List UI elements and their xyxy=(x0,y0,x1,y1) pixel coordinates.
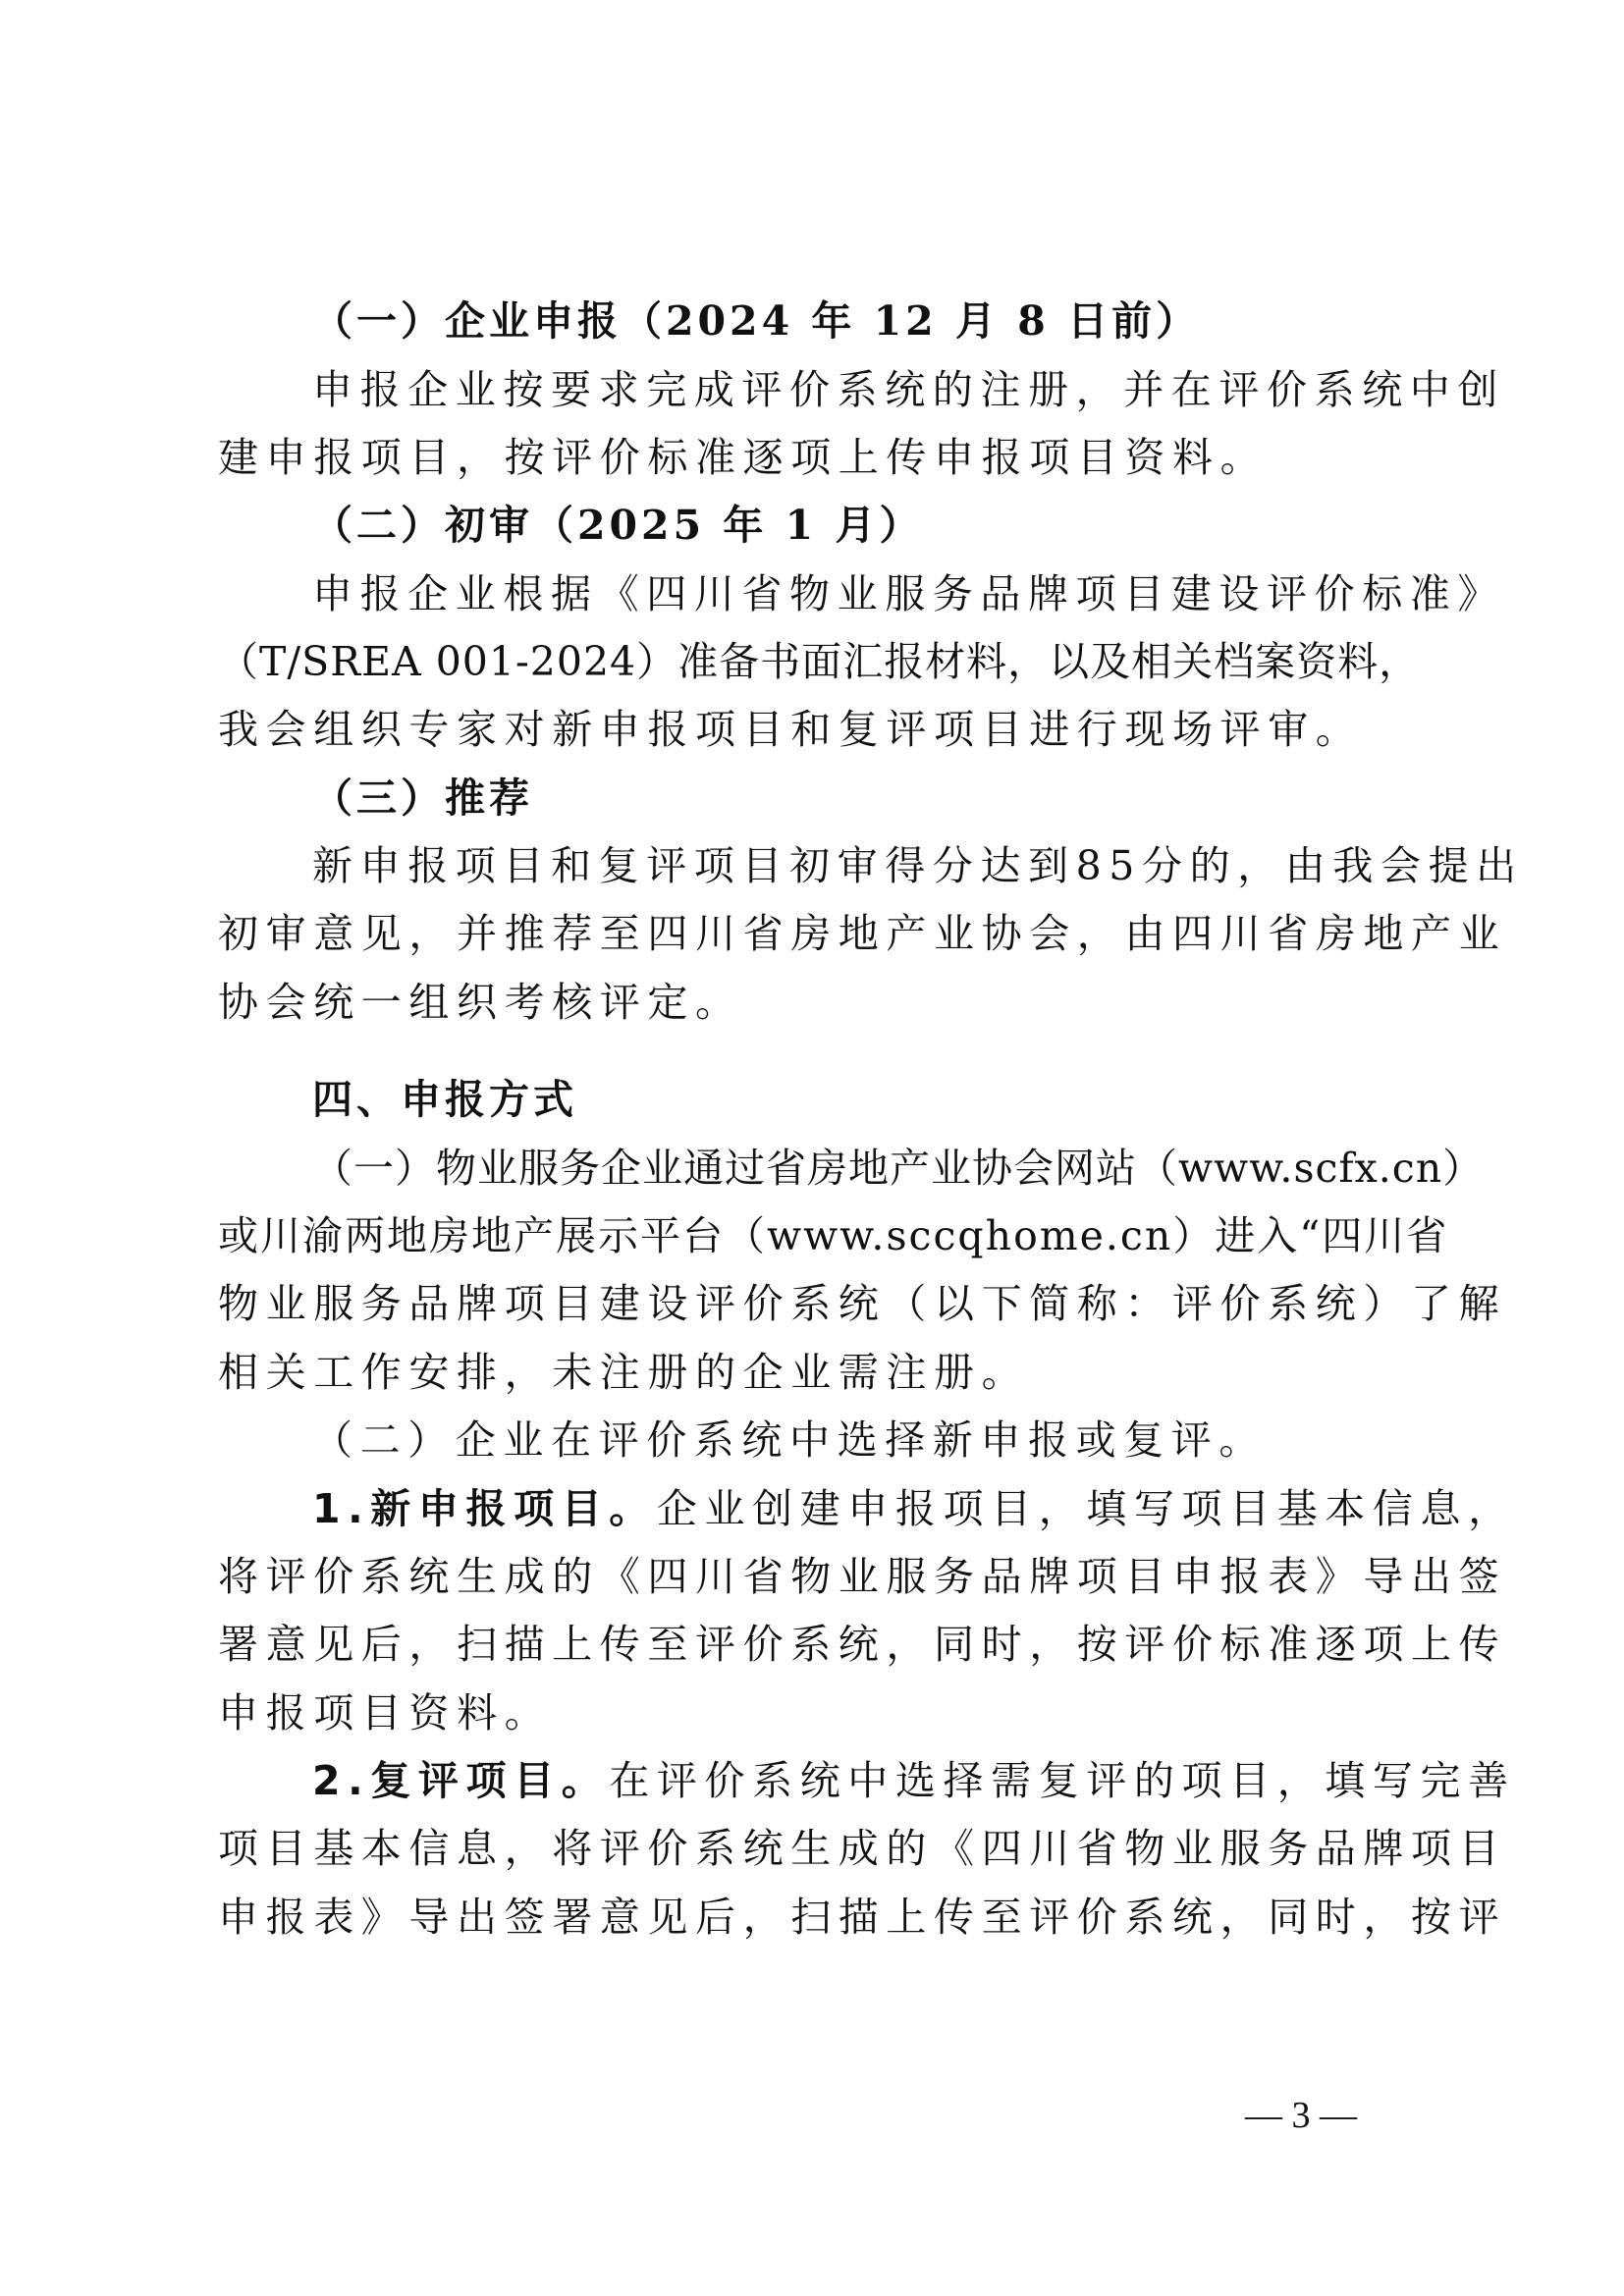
paragraph-line: （二）企业在评价系统中选择新申报或复评。 xyxy=(312,1416,1267,1464)
page-number: — 3 — xyxy=(1245,2095,1357,2136)
paragraph-line: 申报企业按要求完成评价系统的注册，并在评价系统中创 xyxy=(312,366,1505,413)
subheading-preliminary-review: （二）初审（2025 年 1 月） xyxy=(312,502,924,549)
paragraph-line: 项目基本信息，将评价系统生成的《四川省物业服务品牌项目 xyxy=(218,1825,1507,1872)
paragraph-line: 相关工作安排，未注册的企业需注册。 xyxy=(218,1349,1030,1396)
paragraph-line: （T/SREA 001-2024）准备书面汇报材料，以及相关档案资料， xyxy=(218,638,1421,685)
paragraph-line-new-application xyxy=(312,1474,1516,1543)
item-label-re-evaluation: 2.复评项目。 xyxy=(312,1757,610,1804)
item-label-new-application: 1.新申报项目。 xyxy=(312,1485,657,1532)
paragraph-line: 或川渝两地房地产展示平台（www.sccqhome.cn）进入“四川省 xyxy=(218,1212,1449,1259)
item-text: 企业创建申报项目，填写项目基本信息， xyxy=(656,1485,1516,1532)
paragraph-line: 协会统一组织考核评定。 xyxy=(218,979,743,1026)
subheading-enterprise-application: （一）企业申报（2024 年 12 月 8 日前） xyxy=(312,297,1201,345)
paragraph-line: 申报表》导出签署意见后，扫描上传至评价系统，同时，按评 xyxy=(218,1894,1507,1941)
section-heading-application-method: 四、申报方式 xyxy=(312,1076,577,1123)
subheading-recommendation: （三）推荐 xyxy=(312,774,533,822)
paragraph-line: 将评价系统生成的《四川省物业服务品牌项目申报表》导出签 xyxy=(218,1553,1507,1600)
paragraph-line: （一）物业服务企业通过省房地产业协会网站（www.scfx.cn） xyxy=(312,1145,1485,1192)
paragraph-line: 物业服务品牌项目建设评价系统（以下简称：评价系统）了解 xyxy=(218,1280,1507,1327)
paragraph-line: 初审意见，并推荐至四川省房地产业协会，由四川省房地产业 xyxy=(218,910,1507,957)
item-text: 在评价系统中选择需复评的项目，填写完善 xyxy=(609,1757,1516,1804)
paragraph-line-re-evaluation xyxy=(312,1746,1516,1815)
paragraph-line: 我会组织专家对新申报项目和复评项目进行现场评审。 xyxy=(218,706,1364,753)
paragraph-line: 署意见后，扫描上传至评价系统，同时，按评价标准逐项上传 xyxy=(218,1621,1507,1668)
paragraph-line: 新申报项目和复评项目初审得分达到85分的，由我会提出 xyxy=(312,842,1524,889)
paragraph-line: 建申报项目，按评价标准逐项上传申报项目资料。 xyxy=(218,434,1269,481)
paragraph-line: 申报企业根据《四川省物业服务品牌项目建设评价标准》 xyxy=(312,570,1505,617)
paragraph-line: 申报项目资料。 xyxy=(218,1689,553,1736)
